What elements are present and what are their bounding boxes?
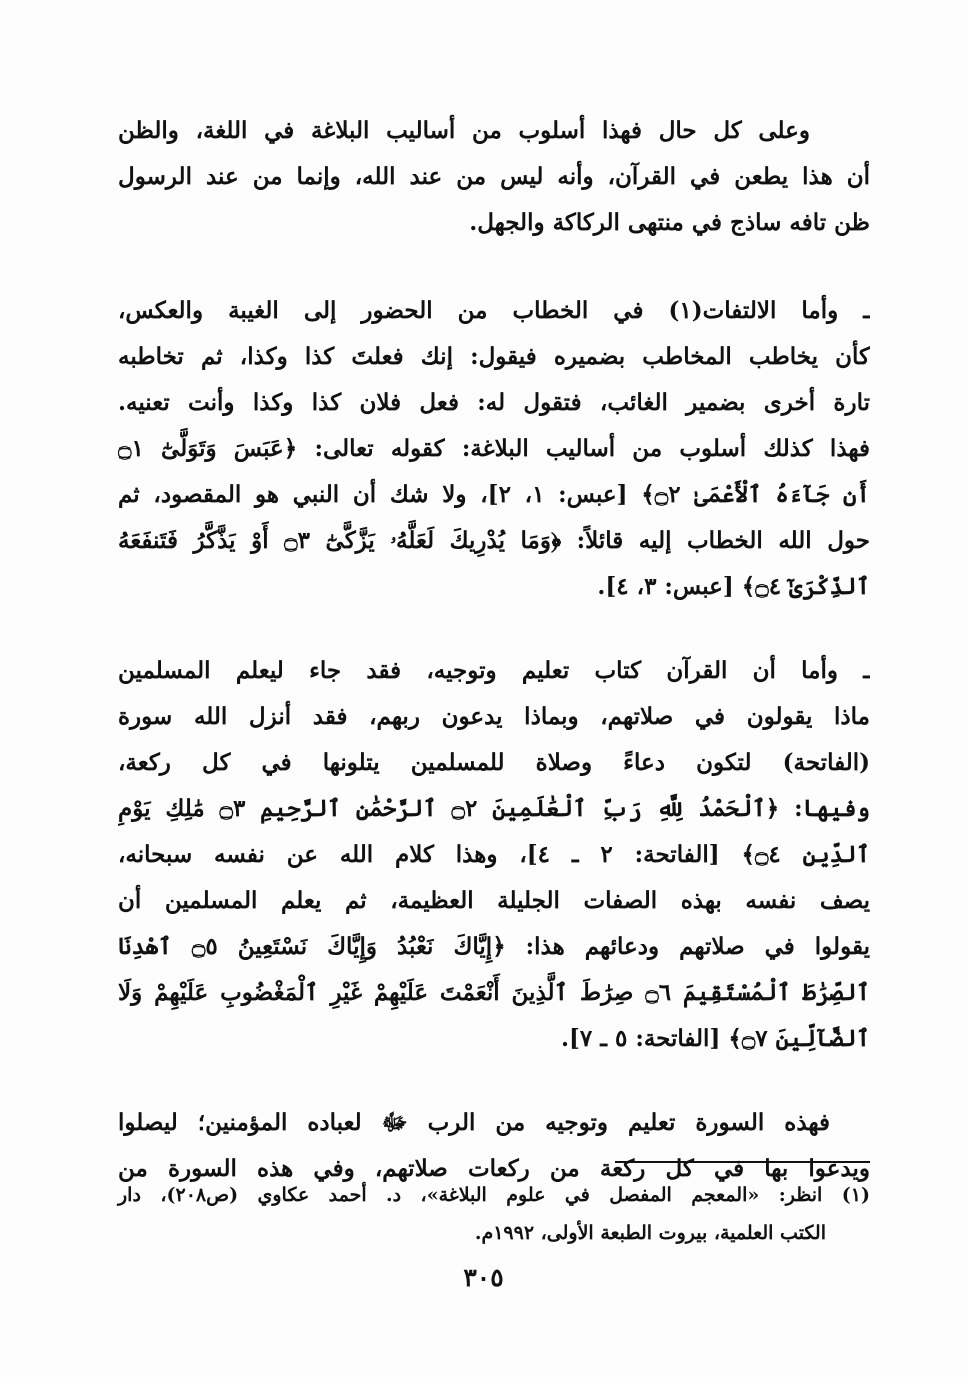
quran-verse-line: وفيها: ﴿ٱلْحَمْدُ لِلَّهِ رَبِّ ٱلْعَٰلَمِينَ ۝٢ ٱلرَّحْمَٰنِ ٱلرَّحِيمِ ۝٣ مَٰلِكِ يَوْمِ: [118, 795, 870, 822]
text-line: يصف نفسه بهذه الصفات الجليلة العظيمة، ثم يعلم المسلمين أن: [118, 887, 870, 914]
quran-verse-line: ٱلذِّكْرَىٰٓ ۝٤﴾ [عبس: ٣، ٤].: [597, 573, 870, 600]
text-line: ماذا يقولون في صلاتهم، وبماذا يدعون ربهم، فقد أنزل الله سورة: [118, 703, 870, 730]
text-line: (الفاتحة) لتكون دعاءً وصلاة للمسلمين يتلونها في كل ركعة،: [118, 749, 870, 776]
paragraph-1: [118, 108, 870, 246]
paragraph-3: [118, 648, 870, 1062]
page-number: ٣٠٥: [463, 1263, 504, 1292]
quran-verse-line: حول الله الخطاب إليه قائلاً: ﴿وَمَا يُدْرِيكَ لَعَلَّهُۥ يَزَّكَّىٰٓ ۝٣ أَوْ يَذَّكَّرُ فَتَنفَعَهُ: [118, 527, 870, 554]
text-line: تارة أخرى بضمير الغائب، فتقول له: فعل فلان كذا وكذا وأنت تعنيه.: [118, 389, 870, 416]
quran-verse-line: ٱلدِّينِ ۝٤﴾ [الفاتحة: ٢ ـ ٤]، وهذا كلام الله عن نفسه سبحانه،: [118, 841, 870, 868]
text-line: أن هذا يطعن في القرآن، وأنه ليس من عند الله، وإنما من عند الرسول: [118, 163, 870, 190]
main-text: [118, 108, 870, 1192]
footnote-separator: [615, 1161, 870, 1163]
quran-verse-line: ٱلضَّآلِّينَ ۝٧﴾ [الفاتحة: ٥ ـ ٧].: [560, 1025, 870, 1052]
quran-verse-line: أَن جَآءَهُ ٱلْأَعْمَىٰ ۝٢﴾ [عبس: ١، ٢]، ولا شك أن النبي هو المقصود، ثم: [118, 481, 870, 508]
quran-verse-line: ٱلصِّرَٰطَ ٱلْمُسْتَقِيمَ ۝٦ صِرَٰطَ ٱلَّذِينَ أَنْعَمْتَ عَلَيْهِمْ غَيْرِ ٱلْمَغْضُوبِ عَلَيْهِمْ وَلَا: [118, 979, 870, 1006]
text-line: ظن تافه ساذج في منتهى الركاكة والجهل.: [469, 209, 870, 236]
quran-verse-line: يقولوا في صلاتهم ودعائهم هذا: ﴿إِيَّاكَ نَعْبُدُ وَإِيَّاكَ نَسْتَعِينُ ۝٥ ٱهْدِنَا: [118, 933, 870, 960]
text-line: ـ وأما الالتفات(١) في الخطاب من الحضور إلى الغيبة والعكس،: [118, 297, 870, 324]
paragraph-gap: [118, 1062, 870, 1100]
footnote-line: الكتب العلمية، بيروت الطبعة الأولى، ١٩٩٢م.: [474, 1222, 826, 1244]
text-line: فهذه السورة تعليم وتوجيه من الرب ﷻ لعباده المؤمنين؛ ليصلوا: [118, 1109, 830, 1136]
text-line: وعلى كل حال فهذا أسلوب من أساليب البلاغة في اللغة، والظن: [118, 117, 810, 144]
paragraph-gap: [118, 246, 870, 288]
paragraph-2: [118, 288, 870, 610]
text-line: ـ وأما أن القرآن كتاب تعليم وتوجيه، فقد جاء ليعلم المسلمين: [118, 657, 870, 684]
text-line: ويدعوا بها في كل ركعة من ركعات صلاتهم، وفي هذه السورة من: [118, 1155, 870, 1182]
footnotes: [118, 1176, 870, 1252]
text-line: كأن يخاطب المخاطب بضميره فيقول: إنك فعلتَ كذا وكذا، ثم تخاطبه: [118, 343, 870, 370]
quran-verse-line: فهذا كذلك أسلوب من أساليب البلاغة: كقوله تعالى: ﴿عَبَسَ وَتَوَلَّىٰٓ ۝١: [118, 435, 870, 462]
paragraph-gap: [118, 610, 870, 648]
footnote-line: (١) انظر: «المعجم المفصل في علوم البلاغة»، د. أحمد عكاوي (ص٢٠٨)، دار: [118, 1184, 870, 1206]
